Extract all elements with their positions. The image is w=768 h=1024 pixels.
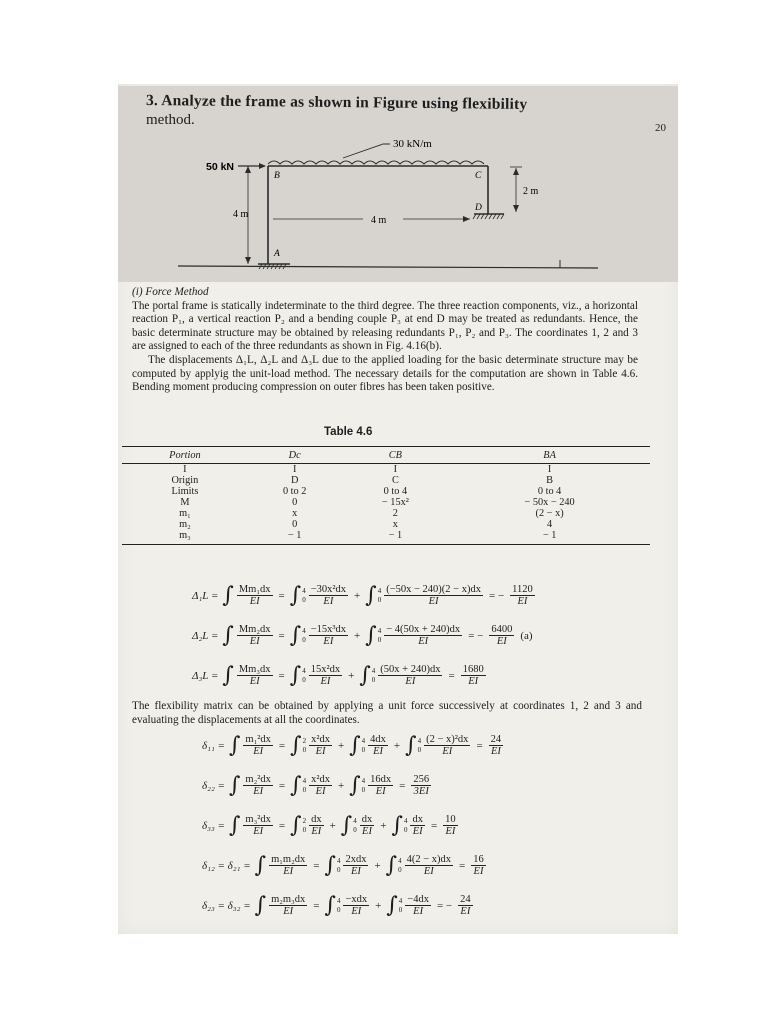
table-4-6 — [122, 446, 650, 545]
table-cell: x — [392, 519, 398, 530]
table-row — [122, 519, 650, 530]
table-header: Dc — [248, 447, 342, 464]
table-cell: 0 to 4 — [537, 486, 562, 497]
question-text: Analyze the frame as shown in Figure using flexibility — [161, 92, 528, 113]
equation-delta-22: δ₂₂ = ∫ $\frac{\text{m₂²dx}}{EI}$ = ∫ 4 0 $\frac{\text{x²dx}}{EI}$ + ∫ 4 0 $\frac{16dx}{EI}$ = $\frac{256}{3EI}$ — [202, 772, 430, 798]
node-a-label: A — [274, 249, 280, 259]
table-cell: 4 — [547, 519, 553, 530]
explanation-text — [132, 286, 638, 395]
document-page — [118, 84, 678, 934]
equation-delta-2l: Δ₂L = ∫ $\frac{\text{Mm₂dx}}{EI}$ = ∫ 4 0 $\frac{\text{−15x³dx}}{EI}$ + ∫ 4 0 $\frac{- 4(50x + 240)dx}{EI}$ = − $\frac{6400}{EI}$ (a) — [192, 622, 533, 648]
table-cell: M — [180, 497, 190, 508]
table-cell: x — [292, 508, 298, 519]
dim-horizontal-label: 4 m — [371, 215, 387, 226]
table-cell: − 50x − 240 — [524, 497, 575, 508]
equation-delta-11: δ₁₁ = ∫ $\frac{\text{m₁²dx}}{EI}$ = ∫ 2 0 $\frac{\text{x²dx}}{EI}$ + ∫ 4 0 $\frac{4dx}{EI}$ + ∫ 4 0 $\frac{\text{(2 − x)²dx}}{EI}$ = $\frac{24}{EI}$ — [202, 732, 502, 758]
table-cell: (2 − x) — [535, 508, 564, 519]
frame-diagram — [118, 86, 678, 282]
equation-delta-33: δ₃₃ = ∫ $\frac{\text{m₃²dx}}{EI}$ = ∫ 2 0 $\frac{dx}{EI}$ + ∫ 4 0 $\frac{dx}{EI}$ + ∫ 4 0 $\frac{dx}{EI}$ = $\frac{10}{EI}$ — [202, 812, 456, 838]
frame-figure — [118, 86, 678, 282]
table-cell: D — [290, 475, 299, 486]
table-row — [122, 486, 650, 497]
node-c-label: C — [475, 171, 482, 181]
equation-tag: (a) — [520, 629, 533, 642]
table-row — [122, 497, 650, 508]
table-header: BA — [449, 447, 650, 464]
question-number: 3. — [145, 92, 159, 110]
table-cell: I — [547, 464, 552, 475]
table-cell: m₃ — [122, 530, 248, 545]
question-text-line2: method. — [146, 112, 195, 128]
table-cell: − 15x² — [381, 497, 409, 508]
table-cell: Limits — [171, 486, 199, 497]
table-cell: m₂ — [179, 519, 191, 530]
equation-delta-23: δ₂₃ = δ₃₂ = ∫ $\frac{\text{m₂m₃dx}}{EI}$ = ∫ 4 0 $\frac{\text{−xdx}}{EI}$ + ∫ 4 0 $\frac{-4dx}{EI}$ = − $\frac{24}{EI}$ — [202, 892, 471, 918]
table-cell: 0 to 2 — [282, 486, 307, 497]
paragraph-1: The portal frame is statically indeterminate to the third degree. The three reaction components, viz., a horizontal reaction P₁, a vertical reaction P₂ and a bending couple P₃ at end D may be treated as redundants. Hence, the basic determinate structure may be obtained by releasing redundants P₁, P₂ and P₃. The coordinates 1, 2 and 3 are assigned to each of the three redundants as shown in Fig. 4.16(b). — [132, 299, 638, 353]
paragraph-2: The displacements Δ₁L, Δ₂L and Δ₃L due to the applied loading for the basic determinate structure may be computed by applyig the unit-load method. The necessary details for the computation are shown in Table 4.6. Bending moment producing compression on outer fibres has been taken positive. — [132, 353, 638, 394]
table-cell: C — [391, 475, 399, 486]
question-marks: 20 — [655, 122, 666, 134]
table-row — [122, 464, 650, 476]
node-d-label: D — [475, 203, 482, 213]
table-cell: − 1 — [342, 530, 450, 545]
udl-label: 30 kN/m — [393, 138, 432, 150]
table-cell: I — [393, 464, 398, 475]
table-cell: 0 to 4 — [383, 486, 408, 497]
table-header-row — [122, 447, 650, 464]
horizontal-load-label: 50 kN — [206, 161, 235, 173]
equation-delta-1l: Δ₁L = ∫ $\frac{\text{Mm₁dx}}{EI}$ = ∫ 4 0 $\frac{\text{−30x²dx}}{EI}$ + ∫ 4 0 $\frac{(-50x - 240)(2 - x)dx}{EI}$ = − $\frac{1120}{EI}$ — [192, 582, 533, 608]
equation-delta-3l: Δ₃L = ∫ $\frac{\text{Mm₃dx}}{EI}$ = ∫ 4 0 $\frac{\text{15x²dx}}{EI}$ + ∫ 4 0 $\frac{(50x + 240)dx}{EI}$ = $\frac{1680}{EI}$ — [192, 662, 484, 688]
equation-delta-12: δ₁₂ = δ₂₁ = ∫ $\frac{\text{m₁m₂dx}}{EI}$ = ∫ 4 0 $\frac{\text{2xdx}}{EI}$ + ∫ 4 0 $\frac{4(2 - x)dx}{EI}$ = $\frac{16}{EI}$ — [202, 852, 484, 878]
flexibility-paragraph: The flexibility matrix can be obtained by applying a unit force successively at coordinates 1, 2 and 3 and evaluating the displacements at all the coordinates. — [132, 700, 642, 726]
table-row — [122, 530, 650, 545]
table-cell: B — [546, 475, 554, 486]
table-row — [122, 475, 650, 486]
table-cell: − 1 — [248, 530, 342, 545]
table-cell: 0 — [292, 519, 298, 530]
node-b-label: B — [274, 171, 280, 181]
table-cell: I — [183, 464, 187, 475]
table-cell: 0 — [292, 497, 298, 508]
dim-vertical-label: 4 m — [233, 209, 249, 220]
table-cell: Origin — [171, 475, 199, 486]
table-cell: I — [292, 464, 297, 475]
table-header: Portion — [122, 447, 248, 464]
table-header: CB — [342, 447, 450, 464]
dim-2m-label: 2 m — [523, 186, 539, 197]
table-title: Table 4.6 — [324, 426, 373, 438]
table-cell: 2 — [392, 508, 398, 519]
table-cell: − 1 — [449, 530, 650, 545]
table-row — [122, 508, 650, 519]
section-heading: (i) Force Method — [132, 286, 209, 298]
table-cell: m₁ — [179, 508, 191, 519]
